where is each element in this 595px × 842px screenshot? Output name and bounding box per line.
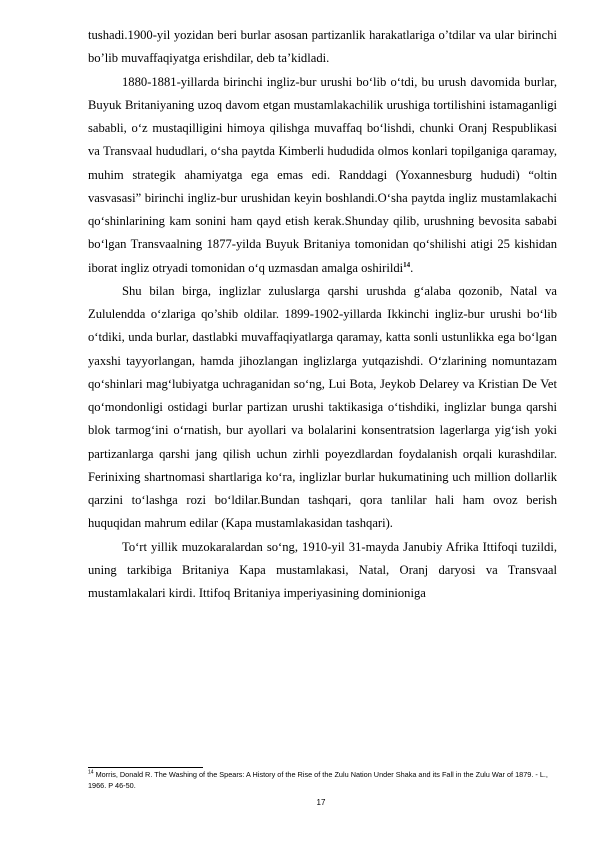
paragraph-4: To‘rt yillik muzokaralardan so‘ng, 1910-yil 31-mayda Janubiy Afrika Ittifoqi tuzildi, uning tarkibiga Britaniya Kapa mustamlakasi, Natal, Oranj daryosi va Transvaal mustamlakalari kirdi. Ittifoq Britaniya imperiyasining dominioniga <box>88 539 557 600</box>
page-number: 17 <box>316 798 326 807</box>
footnote-text: Morris, Donald R. The Washing of the Spears: A History of the Rise of the Zulu Nation Under Shaka and its Fall in the Zulu War of 1879. - L., 1966. P 46-50. <box>88 770 548 790</box>
paragraph-1: tushadi.1900-yil yozidan beri burlar asosan partizanlik harakatlariga o’tdilar va ular birinchi bo’lib muvaffaqiyatga erishdilar, deb ta’kidladi. <box>88 28 557 66</box>
footnote-marker: 14 <box>88 769 94 776</box>
body-text <box>88 24 557 605</box>
footnote-divider <box>88 767 203 768</box>
paragraph-3: Shu bilan birga, inglizlar zuluslarga qarshi urushda g‘alaba qozonib, Natal va Zululendda o‘zlariga qo’shib oldilar. 1899-1902-yillarda Ikkinchi ingliz-bur urushi bo‘lib o‘tdiki, unda burlar, dastlabki muvaffaqiyatlarga qaramay, katta sonli ustunlikka ega bo‘lgan yaxshi tayyorlangan, hamda jihozlangan inglizlarga yutqazishdi. O‘zlarining nomuntazam qo‘shinlari mag‘lubiyatga uchraganidan so‘ng, Lui Bota, Jeykob Delarey va Kristian De Vet qo‘mondonligi ostidagi burlar partizan urushi taktikasiga o‘tishdiki, inglizlar bunga qarshi blok tarmog‘ini o‘rnatish, bur ayollari va bolalarini konsentratsion lagerlarga yig‘ish yoki partizanlarga qarshi jang qilish uchun zirhli poyezdlardan foydalanish orqali kurashdilar. Ferinixing shartnomasi shartlariga ko‘ra, inglizlar burlar hukumatining uch million dollarlik qarzini to‘lashga rozi bo‘ldilar.Bundan tashqari, qora tanlilar hali ham ovoz berish huquqidan mahrum edilar (Kapa mustamlakasidan tashqari). <box>88 283 557 531</box>
footnote <box>88 770 558 791</box>
paragraph-2-text: 1880-1881-yillarda birinchi ingliz-bur urushi bo‘lib o‘tdi, bu urush davomida burlar, Buyuk Britaniyaning uzoq davom etgan mustamlakachilik urushiga tortilishini istamaganligi sababli, o‘z mustaqilligini himoya qilishga muvaffaq bo‘lishdi, chunki Oranj Respublikasi va Transvaal hududlari, o‘sha paytda Kimberli hududida olmos konlari topilganiga qaramay, muhim strategik ahamiyatga ega emas edi. Randdagi (Yoxannesburg hududi) “oltin vasvasasi” birinchi ingliz-bur urushidan keyin boshlandi.O‘sha paytda ingliz mustamlakachi qo‘shinlarining kam sonini ham qayd etish kerak.Shunday qilib, urushning bevosita sababi bo‘lgan Transvaalning 1877-yilda Buyuk Britaniya tomonidan qo‘shilishi atigi 25 kishidan iborat ingliz otryadi tomonidan o‘q uzmasdan amalga oshirildi <box>88 74 557 275</box>
footnote-reference[interactable]: 14 <box>403 260 411 269</box>
paragraph-2 <box>88 71 557 280</box>
paragraph-2-end: . <box>410 260 414 275</box>
